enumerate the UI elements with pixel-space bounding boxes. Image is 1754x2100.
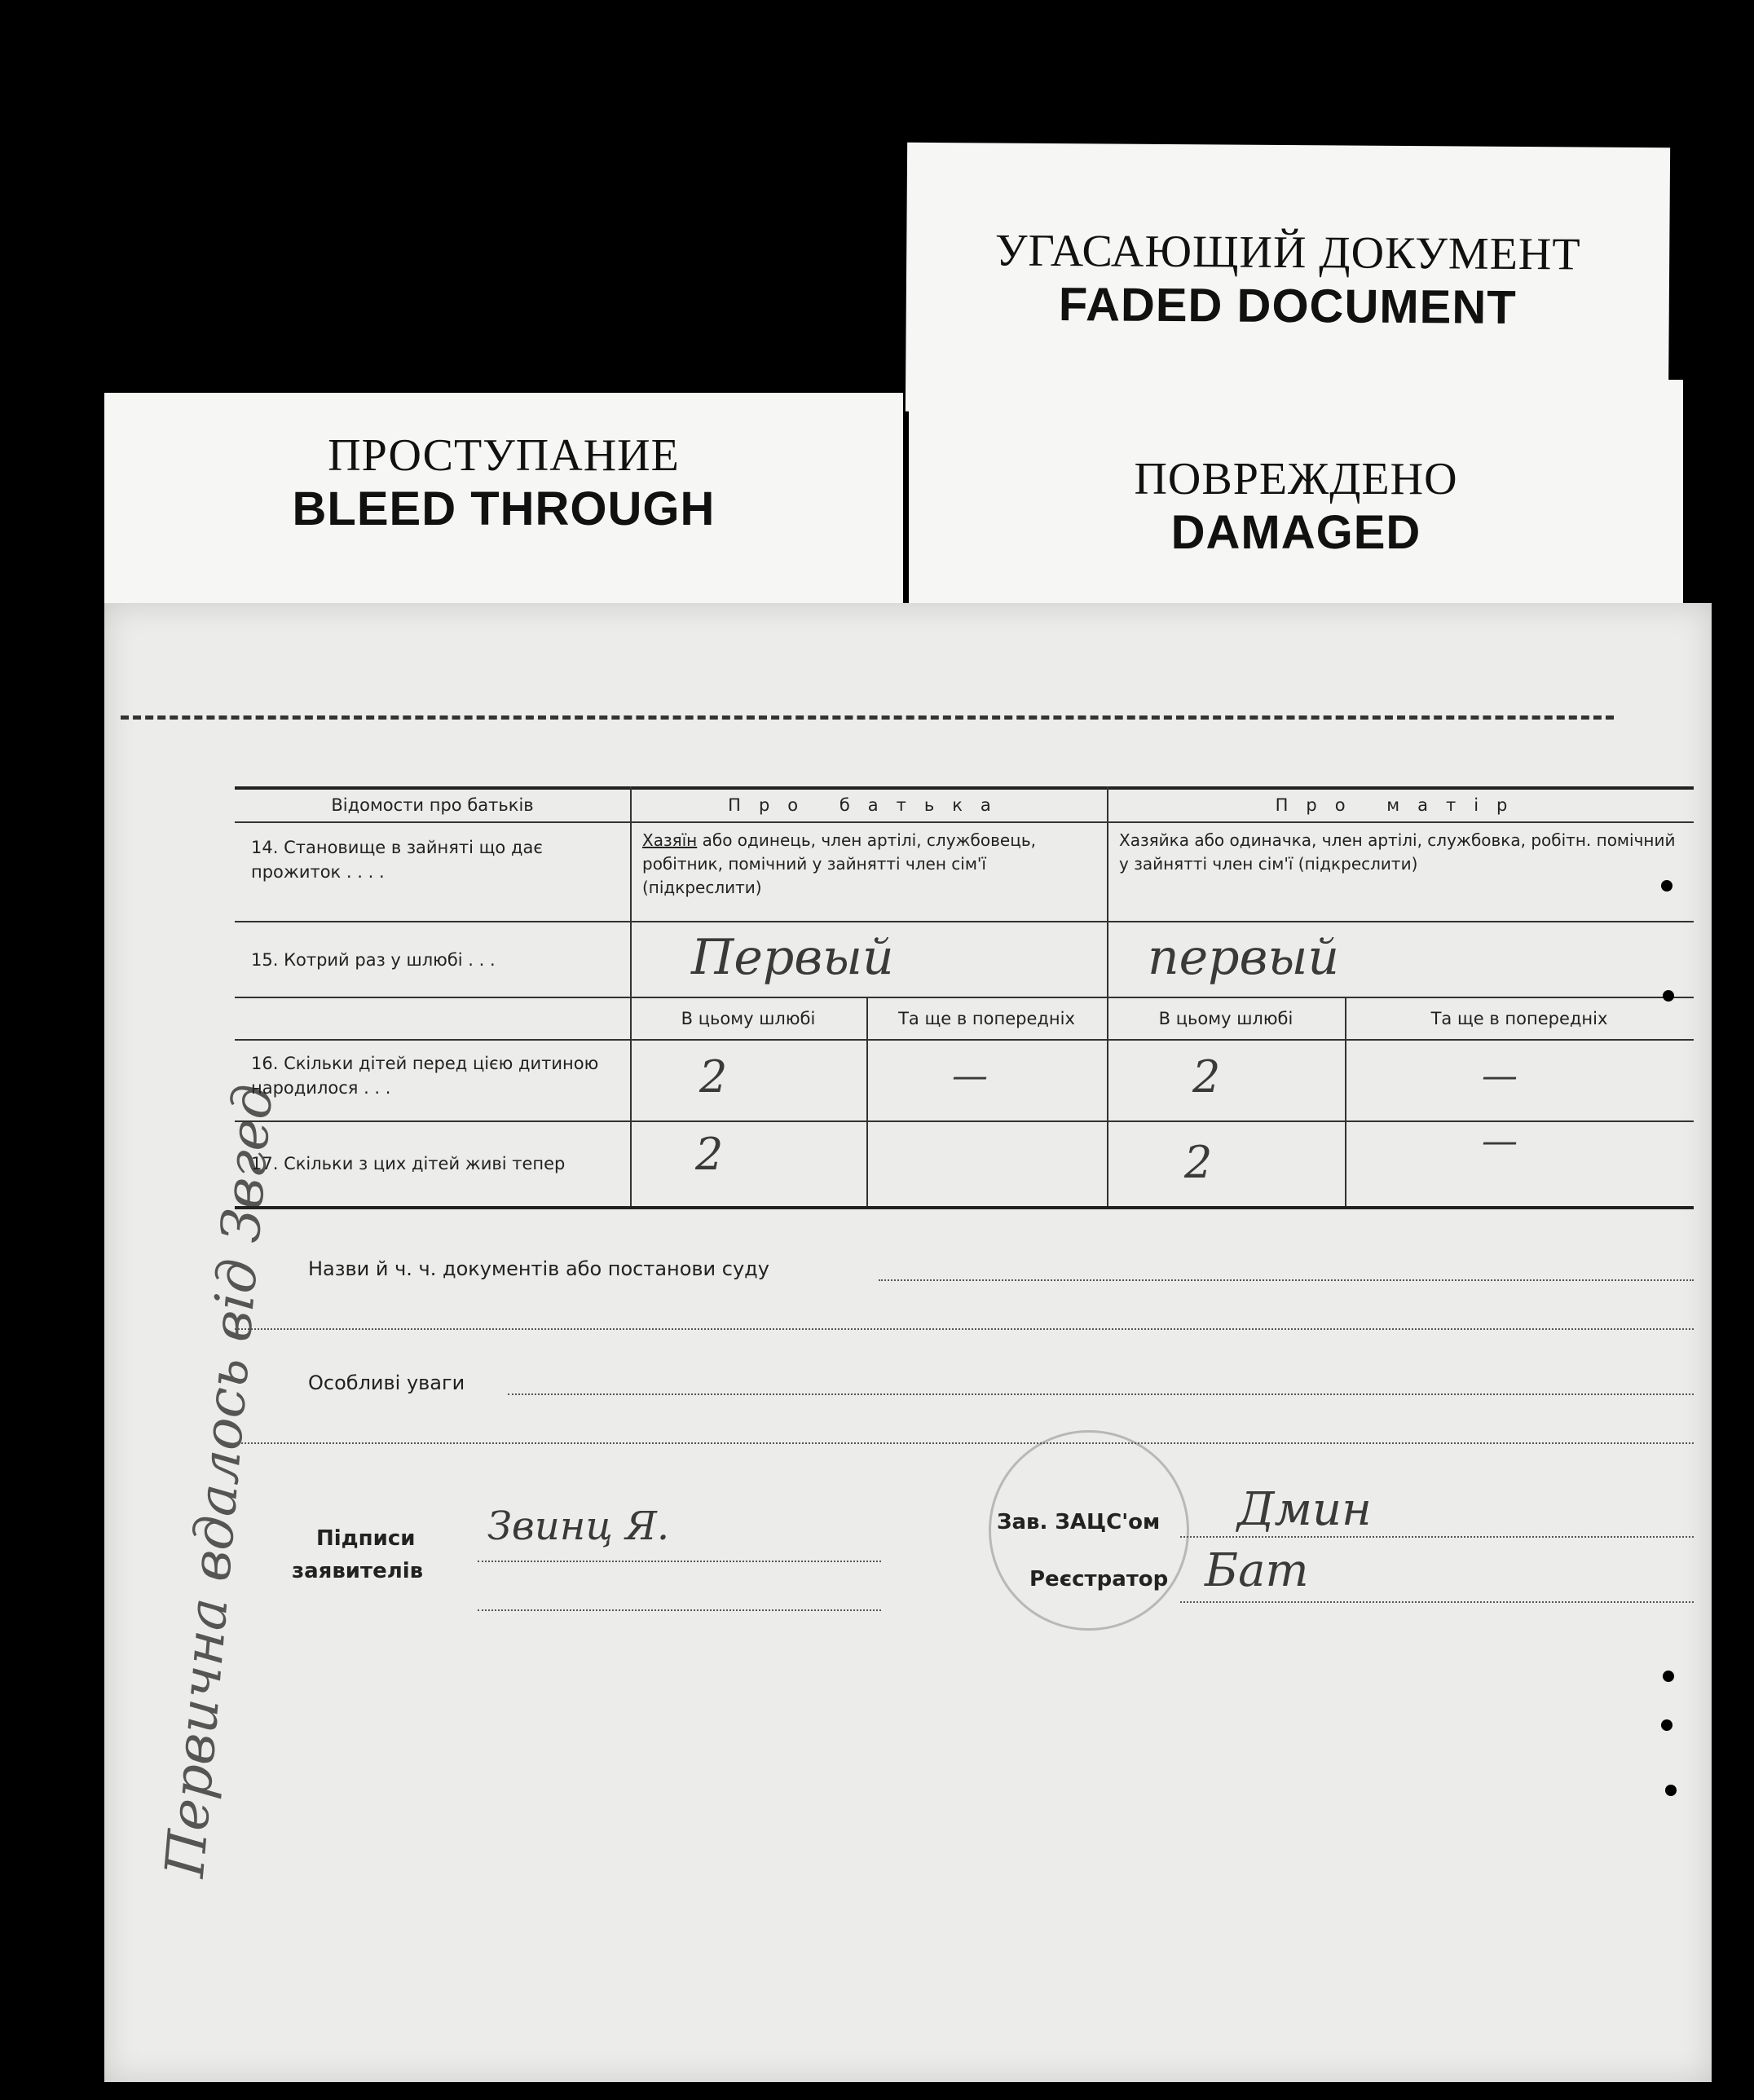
row16-label: 16. Скільки дітей перед цією дитиною народилося . . .: [251, 1054, 599, 1098]
faded-stamp: [989, 1430, 1189, 1631]
registrar-label: Реєстратор: [1029, 1567, 1169, 1592]
notes-label: Особливі уваги: [308, 1371, 465, 1394]
row17-father-this: 2: [695, 1129, 724, 1180]
row17-mother-prev: —: [1482, 1120, 1518, 1162]
row14-father: [642, 829, 1099, 900]
head-label: Зав. ЗАЦС'ом: [997, 1510, 1161, 1534]
row16-mother-this: 2: [1192, 1051, 1221, 1103]
row14-father-text: або одинець, член артілі, службовець, робітник, помічний у зайнятті член сім'ї (підкреслити): [642, 830, 1036, 897]
signatures-label-line2: заявителів: [292, 1559, 424, 1583]
bleed-en-label: BLEED THROUGH: [292, 482, 716, 535]
documents-label: Назви й ч. ч. документів або постанови суду: [308, 1257, 769, 1280]
col-header-mother: Про матір: [1275, 795, 1526, 815]
col-header-parents: Відомости про батьків: [331, 795, 534, 815]
applicant-signature: Звинц Я.: [487, 1503, 670, 1549]
damaged-card: [909, 380, 1683, 641]
faded-document-card: [906, 143, 1670, 417]
subheader-father-this: В цьому шлюбі: [681, 1009, 816, 1028]
damaged-en-label: DAMAGED: [1170, 506, 1421, 559]
row16-father-prev: —: [952, 1055, 988, 1097]
subheader-mother-this: В цьому шлюбі: [1158, 1009, 1293, 1028]
form-paper: [104, 603, 1712, 2082]
row14-label: 14. Становище в зайняті що дає прожиток . . . .: [251, 838, 543, 883]
registrar-signature: Бат: [1205, 1544, 1309, 1597]
perforation-line: [121, 715, 1614, 720]
col-header-father: Про батька: [728, 795, 1009, 815]
bleed-ru-label: ПРОСТУПАНИЕ: [328, 430, 680, 481]
bleed-through-card: [104, 393, 903, 637]
signatures-label-line1: Підписи: [316, 1526, 416, 1551]
row17-mother-this: 2: [1184, 1137, 1213, 1188]
row17-label: 17. Скільки з цих дітей живі тепер: [251, 1154, 566, 1173]
faded-en-label: FADED DOCUMENT: [1058, 278, 1517, 334]
margin-handwritten-note: Первична вдалось від Звгед: [153, 1081, 285, 1880]
row15-label: 15. Котрий раз у шлюбі . . .: [251, 950, 496, 970]
row15-father-handwriting: Первый: [691, 929, 894, 986]
row15-mother-handwriting: первый: [1148, 929, 1339, 986]
row14-father-underlined: Хазяїн: [642, 830, 698, 850]
row16-father-this: 2: [699, 1051, 728, 1103]
damaged-ru-label: ПОВРЕЖДЕНО: [1134, 454, 1458, 504]
subheader-father-previous: Та ще в попередніх: [898, 1009, 1075, 1028]
row14-mother: Хазяйка або одиначка, член артілі, службовка, робітн. помічний у зайнятті член сім'ї (підкреслити): [1119, 830, 1676, 874]
head-signature: Дмин: [1237, 1483, 1372, 1536]
subheader-mother-previous: Та ще в попередніх: [1430, 1009, 1608, 1028]
faded-ru-label: УГАСАЮЩИЙ ДОКУМЕНТ: [994, 225, 1581, 280]
row16-mother-prev: —: [1482, 1055, 1518, 1097]
